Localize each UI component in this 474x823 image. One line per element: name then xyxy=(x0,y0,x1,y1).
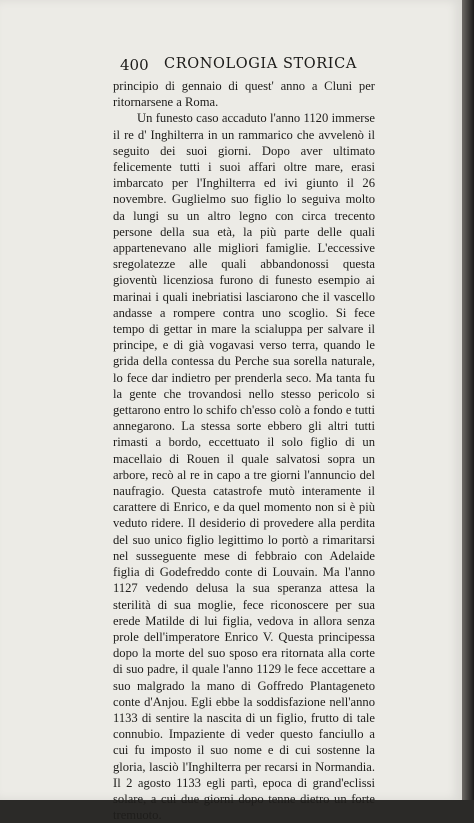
paragraph-main: Un funesto caso accaduto l'anno 1120 immerse il re d' Inghilterra in un rammarico che avvelenò il seguito dei suoi giorni. Dopo aver ultimato felicemente tutti i suoi affari oltre mare, erasi imbarcato per l'Inghilterra ed ivi giunto il 26 novembre. Guglielmo suo figlio lo seguiva molto da lungi su un altro legno con circa trecento persone della sua età, la più parte delle quali appartenevano alle migliori famiglie. L'eccessive sregolatezze alle quali abbandonossi questa gioventù licenziosa furono di funesto esempio ai marinai i quali inebriatisi lasciarono che il vascello andasse a rompere contra uno scoglio. Si fece tempo di gettar in mare la scialuppa per salvare il principe, e di già vogavasi verso terra, quando le grida della contessa du Perche sua sorella naturale, lo fece dar indietro per prenderla seco. Ma tanta fu la gente che trovandosi nello stesso pericolo si gettarono entro lo schifo ch'esso colò a fondo e tutti annegarono. La stessa sorte ebbero gli altri tutti rimasti a bordo, eccettuato il solo figlio di un macellaio di Rouen il quale salvatosi sopra un arbore, recò al re in capo a tre giorni l'annuncio del naufragio. Questa catastrofe mutò interamente il carattere di Enrico, e da quel momento non si è più veduto ridere. Il desiderio di provedere alla perdita del suo unico figlio legittimo lo portò a rimaritarsi nel susseguente mese di febbraio con Adelaide figlia di Godefreddo conte di Louvain. Ma l'anno 1127 vedendo delusa la sua speranza attesa la sterilità di sua moglie, fece riconoscere per sua erede Matilde di lui figlia, vedova in allora senza prole dell'imperatore Enrico V. Questa principessa dopo la morte del suo sposo era ritornata alla corte di suo padre, il quale l'anno 1129 le fece accettare a suo malgrado la mano di Goffredo Plantageneto conte d'Anjou. Egli ebbe la soddisfazione nell'anno 1133 di sentire la nascita di un figlio, frutto di tale connubio. Impaziente di veder questo fanciullo a cui fu imposto il suo nome e di cui sostenne la gloria, lasciò l'Inghilterra per recarsi in Normandia. Il 2 agosto 1133 egli partì, epoca di grand'eclissi solare, a cui due giorni dopo tenne dietro un forte tremuoto. xyxy=(113,111,375,823)
page-number: 400 xyxy=(120,56,149,74)
paragraph-continuation: principio di gennaio di quest' anno a Cluni per ritornarsene a Roma. xyxy=(113,79,375,110)
body-text xyxy=(113,78,375,823)
page-header xyxy=(120,54,360,76)
binding-edge xyxy=(462,0,474,800)
running-title: CRONOLOGIA STORICA xyxy=(164,56,357,72)
